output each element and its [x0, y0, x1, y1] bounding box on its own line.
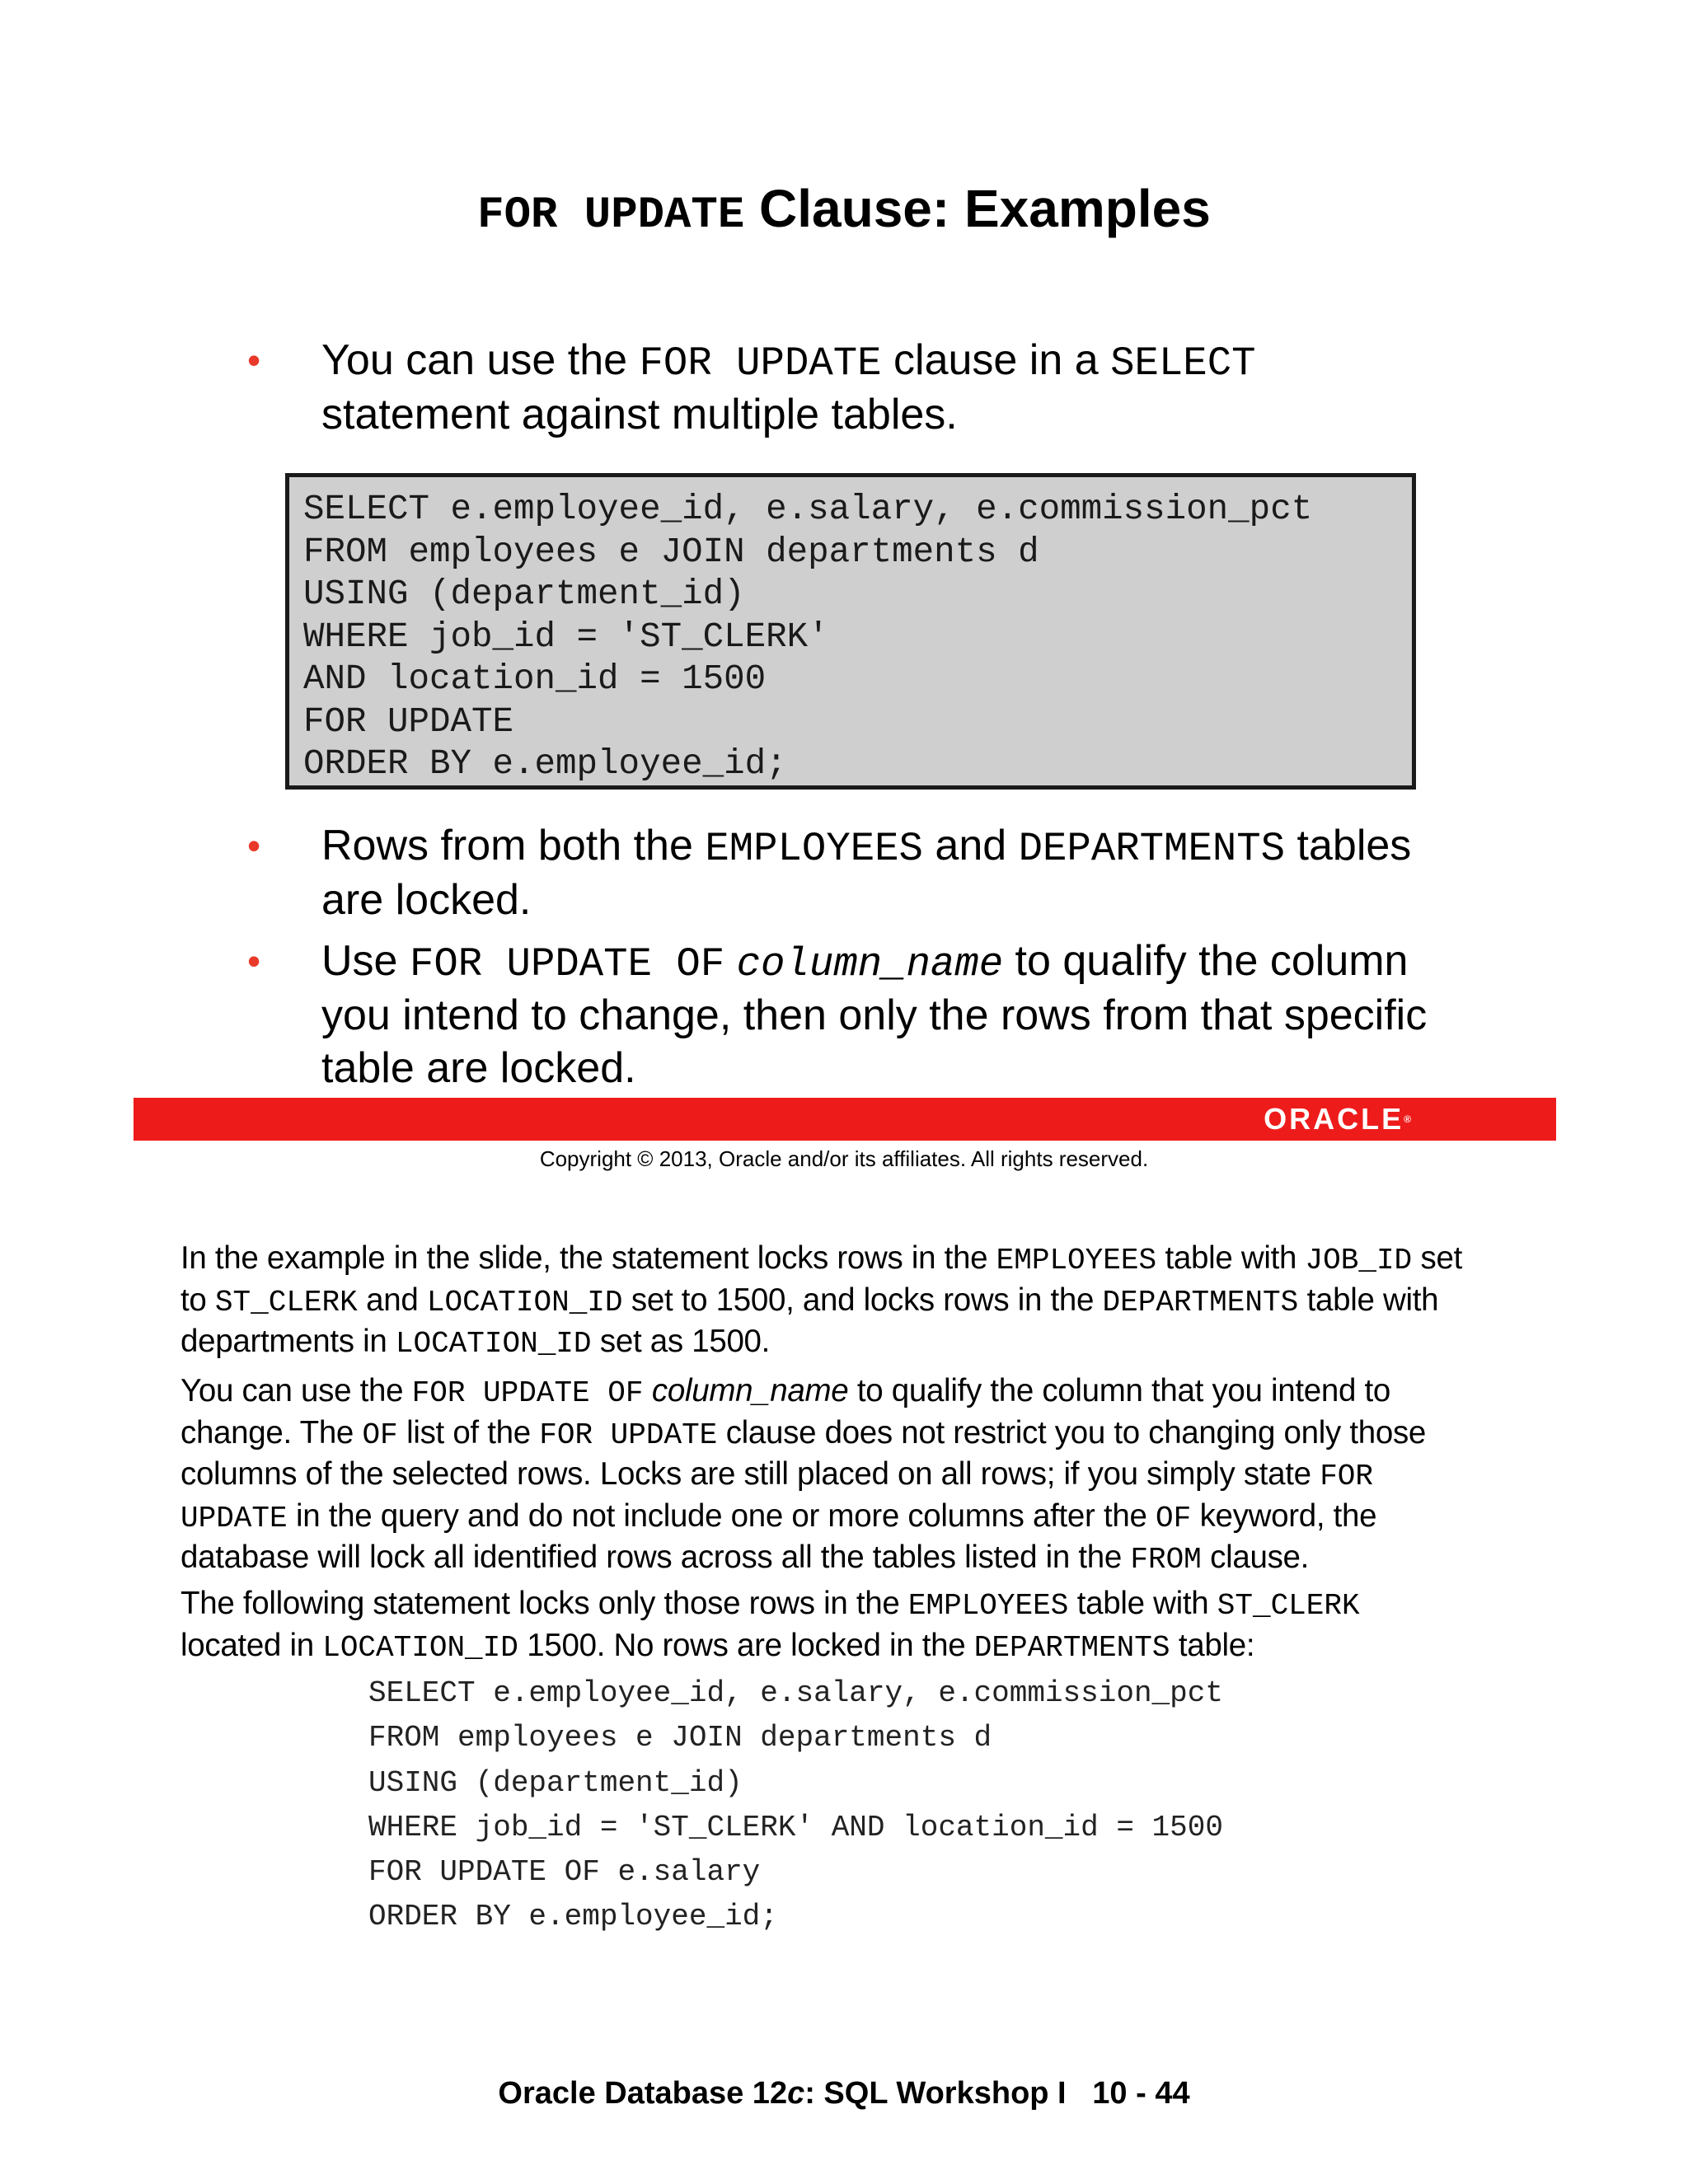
bullet-1-line-2: statement against multiple tables. — [321, 391, 958, 438]
oracle-banner — [134, 1098, 1556, 1141]
code-line: SELECT e.employee_id, e.salary, e.commission_pct — [303, 490, 1313, 529]
slide-title — [0, 177, 1688, 247]
oracle-logo: ORACLE® — [1264, 1102, 1411, 1136]
code-line: FOR UPDATE — [303, 701, 514, 742]
code-line: FROM employees e JOIN departments d — [368, 1721, 992, 1755]
bullet-2-line-1: Rows from both the EMPLOYEES and DEPARTMENTS tables — [321, 822, 1412, 872]
title-text: Clause: Examples — [744, 179, 1211, 238]
code-line: FROM employees e JOIN departments d — [303, 532, 1039, 572]
title-code: FOR UPDATE — [477, 190, 745, 241]
code-line: USING (department_id) — [303, 574, 745, 614]
bullet-dot: • — [247, 940, 261, 982]
bullet-1-line-1: You can use the FOR UPDATE clause in a SELECT — [321, 336, 1256, 387]
notes-paragraph-3: The following statement locks only those rows in the EMPLOYEES table with ST_CLERK located in LOCATION_ID 1500. No rows are locked in the DEPARTMENTS table: — [181, 1586, 1360, 1665]
code-line: ORDER BY e.employee_id; — [303, 744, 787, 784]
bullet-3-line-1: Use FOR UPDATE OF column_name to qualify the column — [321, 937, 1409, 987]
bullet-dot: • — [247, 824, 261, 867]
code-line: WHERE job_id = 'ST_CLERK' — [303, 616, 829, 657]
code-line: ORDER BY e.employee_id; — [368, 1900, 778, 1934]
code-line: USING (department_id) — [368, 1765, 743, 1800]
notes-paragraph-2: You can use the FOR UPDATE OF column_name to qualify the column that you intend to change. The OF list of the FOR UPDATE clause does not restrict you to changing only those columns of the selected rows. Locks are still placed on all rows; if you simply state FOR UPDATE in the query and do not include one or more columns after the OF keyword, the database will lock all identified rows across all the tables listed in the FROM clause. — [181, 1373, 1427, 1577]
code-line: AND location_id = 1500 — [303, 659, 767, 699]
copyright-notice: Copyright © 2013, Oracle and/or its affiliates. All rights reserved. — [539, 1146, 1149, 1171]
code-line: WHERE job_id = 'ST_CLERK' AND location_id = 1500 — [368, 1810, 1223, 1844]
bullet-3-line-3: table are locked. — [321, 1044, 636, 1092]
bullet-3-line-2: you intend to change, then only the rows from that specific — [321, 991, 1428, 1039]
page-footer: Oracle Database 12c: SQL Workshop I 10 - 44 — [498, 2076, 1190, 2111]
code-box — [285, 473, 1416, 790]
code-line: SELECT e.employee_id, e.salary, e.commission_pct — [368, 1676, 1223, 1710]
bullet-2-line-2: are locked. — [321, 876, 532, 924]
bullet-dot: • — [247, 339, 261, 382]
notes-paragraph-1: In the example in the slide, the statement locks rows in the EMPLOYEES table with JOB_ID set to ST_CLERK and LOCATION_ID set to 1500, and locks rows in the DEPARTMENTS table with departments in LOCATION_ID set as 1500. — [181, 1240, 1463, 1361]
code-line: FOR UPDATE OF e.salary — [368, 1855, 761, 1890]
notes-code-block — [368, 1671, 1223, 1940]
